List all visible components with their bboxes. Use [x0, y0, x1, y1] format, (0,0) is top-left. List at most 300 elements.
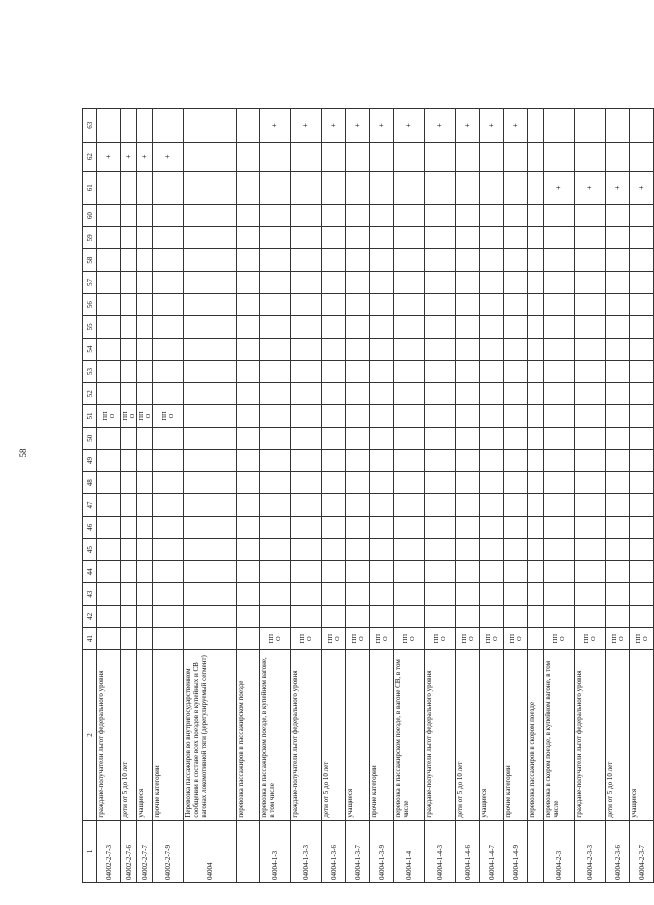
empty-cell [153, 271, 184, 293]
row-code: 04004 [184, 820, 237, 882]
empty-cell [370, 449, 394, 471]
empty-cell [394, 427, 425, 449]
empty-cell [153, 627, 184, 649]
row-code [237, 820, 260, 882]
empty-cell [544, 561, 575, 583]
empty-cell [184, 204, 237, 226]
empty-cell [322, 249, 346, 271]
empty-cell [528, 538, 544, 560]
empty-cell [425, 427, 456, 449]
empty-cell [504, 405, 528, 427]
empty-cell [260, 538, 291, 560]
empty-cell [504, 171, 528, 204]
empty-cell [237, 494, 260, 516]
empty-cell [137, 605, 153, 627]
quota-mark: О [333, 636, 341, 641]
empty-cell [480, 338, 504, 360]
empty-cell [480, 538, 504, 560]
quota-mark: О [590, 636, 597, 641]
empty-cell [237, 605, 260, 627]
empty-cell [260, 142, 291, 171]
empty-cell [528, 142, 544, 171]
empty-cell [544, 538, 575, 560]
empty-cell [137, 294, 153, 316]
col-header: 63 [83, 109, 97, 143]
empty-cell [237, 109, 260, 143]
empty-cell [370, 427, 394, 449]
empty-cell [528, 338, 544, 360]
empty-cell [121, 605, 137, 627]
empty-cell [456, 142, 480, 171]
row-name: прочие категории [504, 650, 528, 820]
empty-cell [121, 627, 137, 649]
empty-cell [121, 249, 137, 271]
col-header: 52 [83, 383, 97, 405]
empty-cell [528, 383, 544, 405]
empty-cell [237, 338, 260, 360]
empty-cell [260, 605, 291, 627]
row-name: граждане-получатели льгот федерального уровня [97, 650, 121, 820]
empty-cell [575, 472, 606, 494]
empty-cell [575, 338, 606, 360]
empty-cell [260, 427, 291, 449]
col-header: 48 [83, 472, 97, 494]
row-code: 04004-2-3-7 [630, 820, 654, 882]
empty-cell [606, 271, 630, 293]
empty-cell [425, 605, 456, 627]
empty-cell [528, 561, 544, 583]
empty-cell [291, 271, 322, 293]
plus-mark: + [153, 142, 184, 171]
empty-cell [456, 338, 480, 360]
empty-cell [153, 249, 184, 271]
table-row [237, 109, 260, 883]
quota-mark: О [381, 636, 389, 641]
empty-cell [153, 294, 184, 316]
empty-cell [456, 204, 480, 226]
empty-cell [137, 516, 153, 538]
quota-mark: ПП [121, 411, 129, 421]
row-code: 04004-1-3-3 [291, 820, 322, 882]
quota-mark: ПП [326, 633, 334, 644]
empty-cell [544, 383, 575, 405]
empty-cell [544, 427, 575, 449]
table-row [137, 109, 153, 883]
empty-cell [480, 427, 504, 449]
empty-cell [346, 360, 370, 382]
empty-cell [184, 249, 237, 271]
empty-cell [260, 271, 291, 293]
empty-cell [121, 494, 137, 516]
empty-cell [260, 249, 291, 271]
empty-cell [237, 427, 260, 449]
empty-cell [346, 405, 370, 427]
empty-cell [260, 472, 291, 494]
row-name: перевозка пассажиров в пассажирском поезде [237, 650, 260, 820]
empty-cell [504, 142, 528, 171]
quota-mark: О [108, 413, 116, 419]
empty-cell [528, 171, 544, 204]
row-name: перевозка в пассажирском поезде, в вагоне СВ, в том числе [394, 650, 425, 820]
empty-cell [184, 360, 237, 382]
empty-cell [370, 538, 394, 560]
empty-cell [480, 249, 504, 271]
col-header: 58 [83, 249, 97, 271]
empty-cell [237, 316, 260, 338]
table-row [456, 109, 480, 883]
empty-cell [346, 316, 370, 338]
empty-cell [630, 227, 654, 249]
quota-mark: О [467, 636, 475, 641]
empty-cell [456, 516, 480, 538]
quota-mark: О [409, 636, 416, 641]
empty-cell [504, 271, 528, 293]
empty-cell [425, 316, 456, 338]
empty-cell [456, 449, 480, 471]
quota-mark: ПП [374, 633, 382, 644]
plus-mark: + [504, 109, 528, 143]
empty-cell [137, 494, 153, 516]
empty-cell [370, 316, 394, 338]
quota-cell [291, 627, 322, 649]
empty-cell [456, 605, 480, 627]
empty-cell [630, 449, 654, 471]
empty-cell [544, 516, 575, 538]
empty-cell [528, 627, 544, 649]
table-row [121, 109, 137, 883]
empty-cell [184, 171, 237, 204]
empty-cell [370, 294, 394, 316]
empty-cell [504, 204, 528, 226]
quota-cell [544, 627, 575, 649]
col-header: 47 [83, 494, 97, 516]
empty-cell [544, 494, 575, 516]
empty-cell [528, 449, 544, 471]
empty-cell [184, 494, 237, 516]
empty-cell [394, 171, 425, 204]
empty-cell [137, 627, 153, 649]
empty-cell [237, 516, 260, 538]
empty-cell [260, 583, 291, 605]
empty-cell [425, 561, 456, 583]
empty-cell [322, 271, 346, 293]
empty-cell [606, 338, 630, 360]
quota-cell [504, 627, 528, 649]
col-header: 61 [83, 171, 97, 204]
empty-cell [425, 472, 456, 494]
empty-cell [456, 294, 480, 316]
empty-cell [346, 449, 370, 471]
empty-cell [184, 561, 237, 583]
table-row [370, 109, 394, 883]
row-name: дети от 5 до 10 лет [606, 650, 630, 820]
empty-cell [184, 583, 237, 605]
empty-cell [137, 109, 153, 143]
empty-cell [291, 294, 322, 316]
table-body [97, 109, 654, 883]
table-row [504, 109, 528, 883]
empty-cell [237, 405, 260, 427]
empty-cell [184, 271, 237, 293]
empty-cell [184, 627, 237, 649]
empty-cell [394, 338, 425, 360]
empty-cell [121, 427, 137, 449]
empty-cell [606, 516, 630, 538]
empty-cell [425, 360, 456, 382]
quota-cell [346, 627, 370, 649]
empty-cell [237, 538, 260, 560]
empty-cell [237, 249, 260, 271]
empty-cell [480, 383, 504, 405]
empty-cell [575, 249, 606, 271]
empty-cell [394, 294, 425, 316]
empty-cell [184, 294, 237, 316]
empty-cell [370, 204, 394, 226]
empty-cell [575, 405, 606, 427]
empty-cell [394, 472, 425, 494]
empty-cell [322, 472, 346, 494]
row-name: учащиеся [346, 650, 370, 820]
col-header: 2 [83, 650, 97, 820]
plus-mark: + [346, 109, 370, 143]
empty-cell [346, 294, 370, 316]
empty-cell [528, 249, 544, 271]
quota-mark: ПП [101, 411, 109, 421]
empty-cell [97, 516, 121, 538]
quota-cell [370, 627, 394, 649]
empty-cell [137, 360, 153, 382]
empty-cell [528, 494, 544, 516]
quota-cell [153, 405, 184, 427]
empty-cell [394, 494, 425, 516]
empty-cell [97, 472, 121, 494]
empty-cell [394, 449, 425, 471]
empty-cell [153, 360, 184, 382]
quota-mark: О [275, 636, 282, 641]
empty-cell [121, 360, 137, 382]
empty-cell [137, 427, 153, 449]
empty-cell [97, 294, 121, 316]
empty-cell [370, 271, 394, 293]
empty-cell [575, 142, 606, 171]
table-row [425, 109, 456, 883]
empty-cell [504, 294, 528, 316]
empty-cell [630, 294, 654, 316]
table-row [322, 109, 346, 883]
empty-cell [291, 561, 322, 583]
quota-mark: О [168, 413, 175, 419]
empty-cell [137, 271, 153, 293]
empty-cell [370, 227, 394, 249]
empty-cell [346, 383, 370, 405]
quota-cell [630, 627, 654, 649]
empty-cell [260, 227, 291, 249]
empty-cell [528, 605, 544, 627]
empty-cell [544, 605, 575, 627]
empty-cell [153, 338, 184, 360]
empty-cell [322, 316, 346, 338]
plus-mark: + [425, 109, 456, 143]
empty-cell [121, 383, 137, 405]
empty-cell [528, 227, 544, 249]
empty-cell [528, 583, 544, 605]
empty-cell [121, 583, 137, 605]
empty-cell [425, 338, 456, 360]
empty-cell [456, 494, 480, 516]
empty-cell [260, 360, 291, 382]
empty-cell [153, 171, 184, 204]
col-header: 41 [83, 627, 97, 649]
empty-cell [606, 249, 630, 271]
empty-cell [544, 583, 575, 605]
empty-cell [456, 383, 480, 405]
col-header: 59 [83, 227, 97, 249]
empty-cell [322, 427, 346, 449]
empty-cell [322, 383, 346, 405]
empty-cell [137, 449, 153, 471]
empty-cell [184, 538, 237, 560]
empty-cell [456, 538, 480, 560]
empty-cell [237, 449, 260, 471]
empty-cell [322, 294, 346, 316]
empty-cell [630, 472, 654, 494]
empty-cell [504, 605, 528, 627]
empty-cell [184, 516, 237, 538]
quota-mark: О [144, 413, 152, 419]
empty-cell [528, 472, 544, 494]
plus-mark: + [575, 171, 606, 204]
empty-cell [575, 427, 606, 449]
empty-cell [630, 204, 654, 226]
empty-cell [97, 449, 121, 471]
empty-cell [184, 109, 237, 143]
empty-cell [630, 249, 654, 271]
empty-cell [606, 605, 630, 627]
quota-mark: ПП [299, 633, 306, 644]
table-row [630, 109, 654, 883]
quota-cell [322, 627, 346, 649]
empty-cell [425, 142, 456, 171]
empty-cell [322, 516, 346, 538]
empty-cell [184, 472, 237, 494]
col-header: 50 [83, 427, 97, 449]
empty-cell [237, 583, 260, 605]
empty-cell [425, 383, 456, 405]
empty-cell [544, 271, 575, 293]
empty-cell [97, 271, 121, 293]
empty-cell [394, 383, 425, 405]
row-code: 04004-1-4-9 [504, 820, 528, 882]
empty-cell [97, 360, 121, 382]
empty-cell [456, 583, 480, 605]
empty-cell [425, 494, 456, 516]
quota-mark: О [559, 636, 566, 641]
empty-cell [425, 171, 456, 204]
empty-cell [370, 583, 394, 605]
empty-cell [260, 316, 291, 338]
empty-cell [291, 405, 322, 427]
row-code: 04004-1-3-6 [322, 820, 346, 882]
empty-cell [425, 227, 456, 249]
col-header: 55 [83, 316, 97, 338]
empty-cell [630, 516, 654, 538]
empty-cell [291, 171, 322, 204]
empty-cell [97, 427, 121, 449]
empty-cell [184, 405, 237, 427]
row-code: 04004-2-3-3 [575, 820, 606, 882]
row-code: 04004-2-3 [544, 820, 575, 882]
empty-cell [121, 271, 137, 293]
empty-cell [456, 405, 480, 427]
empty-cell [121, 294, 137, 316]
empty-cell [121, 227, 137, 249]
quota-cell [394, 627, 425, 649]
empty-cell [291, 360, 322, 382]
empty-cell [97, 249, 121, 271]
empty-cell [528, 360, 544, 382]
empty-cell [237, 142, 260, 171]
empty-cell [184, 449, 237, 471]
empty-cell [480, 605, 504, 627]
empty-cell [544, 360, 575, 382]
empty-cell [528, 516, 544, 538]
col-header: 1 [83, 820, 97, 882]
empty-cell [456, 427, 480, 449]
empty-cell [370, 171, 394, 204]
empty-cell [260, 561, 291, 583]
empty-cell [425, 204, 456, 226]
empty-cell [504, 561, 528, 583]
col-header: 46 [83, 516, 97, 538]
empty-cell [260, 383, 291, 405]
empty-cell [528, 405, 544, 427]
empty-cell [575, 561, 606, 583]
empty-cell [153, 109, 184, 143]
empty-cell [606, 142, 630, 171]
empty-cell [456, 171, 480, 204]
table-row [480, 109, 504, 883]
empty-cell [575, 271, 606, 293]
empty-cell [260, 338, 291, 360]
empty-cell [480, 405, 504, 427]
empty-cell [322, 204, 346, 226]
empty-cell [575, 109, 606, 143]
quota-cell [137, 405, 153, 427]
empty-cell [480, 294, 504, 316]
empty-cell [184, 383, 237, 405]
empty-cell [425, 538, 456, 560]
empty-cell [504, 249, 528, 271]
row-name: прочие категории [370, 650, 394, 820]
empty-cell [606, 109, 630, 143]
empty-cell [291, 605, 322, 627]
empty-cell [504, 516, 528, 538]
empty-cell [291, 516, 322, 538]
empty-cell [544, 449, 575, 471]
empty-cell [394, 516, 425, 538]
quota-mark: О [440, 636, 447, 641]
empty-cell [97, 583, 121, 605]
quota-cell [260, 627, 291, 649]
empty-cell [630, 271, 654, 293]
empty-cell [456, 360, 480, 382]
empty-cell [606, 294, 630, 316]
empty-cell [544, 227, 575, 249]
empty-cell [121, 316, 137, 338]
empty-cell [575, 360, 606, 382]
row-code: 04004-1-4-3 [425, 820, 456, 882]
empty-cell [456, 561, 480, 583]
